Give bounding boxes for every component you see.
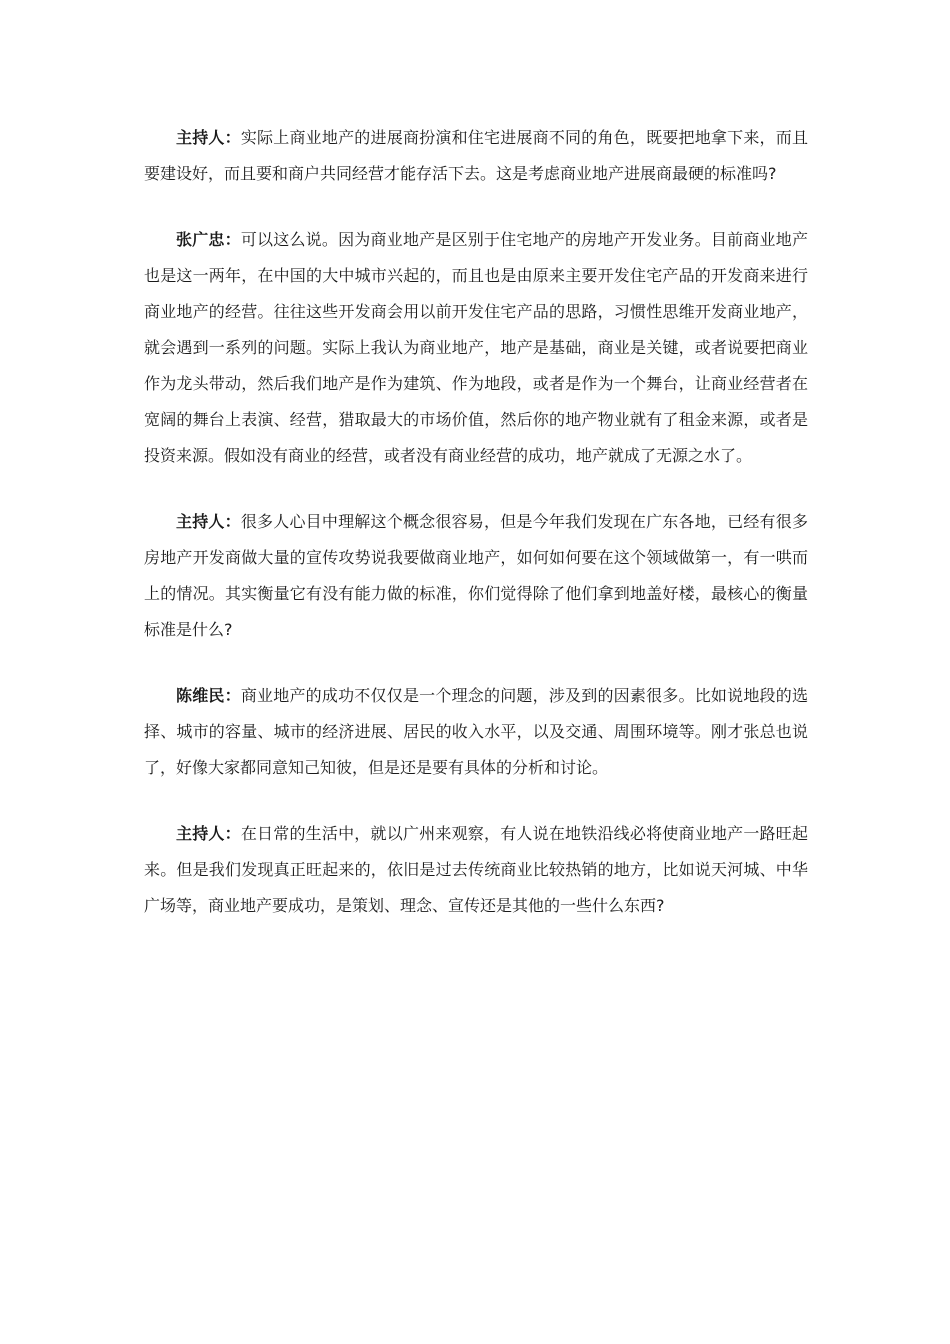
paragraph-text: 实际上商业地产的进展商扮演和住宅进展商不同的角色，既要把地拿下来，而且要建设好，而且要和商户共同经营才能存活下去。这是考虑商业地产进展商最硬的标准吗?	[144, 128, 808, 183]
paragraph-host-1	[144, 120, 808, 192]
paragraph-text: 很多人心目中理解这个概念很容易，但是今年我们发现在广东各地，已经有很多房地产开发商做大量的宣传攻势说我要做商业地产，如何如何要在这个领域做第一，有一哄而上的情况。其实衡量它有没有能力做的标准，你们觉得除了他们拿到地盖好楼，最核心的衡量标准是什么?	[144, 512, 808, 639]
speaker-label: 主持人：	[176, 128, 241, 147]
paragraph-chen-weimin	[144, 678, 808, 786]
paragraph-zhang-guangzhong	[144, 222, 808, 474]
document-page	[144, 120, 808, 954]
paragraph-text: 商业地产的成功不仅仅是一个理念的问题，涉及到的因素很多。比如说地段的选择、城市的容量、城市的经济进展、居民的收入水平，以及交通、周围环境等。刚才张总也说了，好像大家都同意知己知彼，但是还是要有具体的分析和讨论。	[144, 686, 808, 777]
paragraph-text: 在日常的生活中，就以广州来观察，有人说在地铁沿线必将使商业地产一路旺起来。但是我们发现真正旺起来的，依旧是过去传统商业比较热销的地方，比如说天河城、中华广场等，商业地产要成功，是策划、理念、宣传还是其他的一些什么东西?	[144, 824, 808, 915]
paragraph-host-3	[144, 816, 808, 924]
speaker-label: 主持人：	[176, 512, 241, 531]
speaker-label: 陈维民：	[176, 686, 241, 705]
speaker-label: 张广忠：	[176, 230, 241, 249]
paragraph-text: 可以这么说。因为商业地产是区别于住宅地产的房地产开发业务。目前商业地产也是这一两年，在中国的大中城市兴起的，而且也是由原来主要开发住宅产品的开发商来进行商业地产的经营。往往这些开发商会用以前开发住宅产品的思路，习惯性思维开发商业地产，就会遇到一系列的问题。实际上我认为商业地产，地产是基础，商业是关键，或者说要把商业作为龙头带动，然后我们地产是作为建筑、作为地段，或者是作为一个舞台，让商业经营者在宽阔的舞台上表演、经营，猎取最大的市场价值，然后你的地产物业就有了租金来源，或者是投资来源。假如没有商业的经营，或者没有商业经营的成功，地产就成了无源之水了。	[144, 230, 808, 465]
paragraph-host-2	[144, 504, 808, 648]
speaker-label: 主持人：	[176, 824, 241, 843]
